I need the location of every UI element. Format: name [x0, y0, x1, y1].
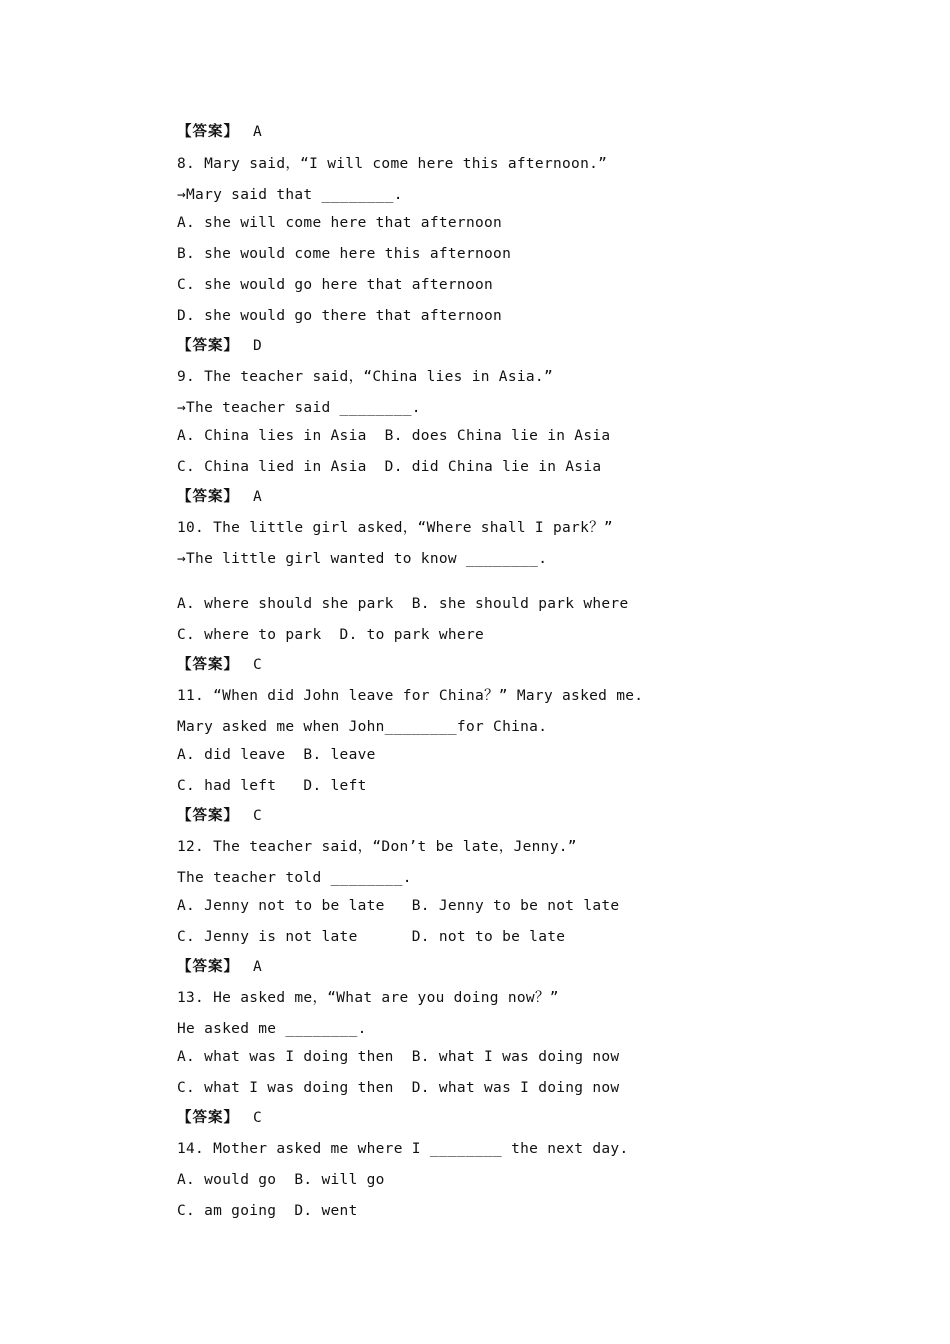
answer-value: A	[253, 124, 263, 140]
text-line: →Mary said that ________.	[177, 187, 403, 203]
answer-value: C	[253, 808, 263, 824]
text-line: 8. Mary said，“I will come here this afternoon.”	[177, 156, 608, 172]
answer-label: 【答案】	[177, 959, 239, 975]
text-line: A. Jenny not to be late B. Jenny to be not late	[177, 898, 620, 914]
text-line: C. am going D. went	[177, 1203, 358, 1219]
answer-label: 【答案】	[177, 808, 239, 824]
answer-label: 【答案】	[177, 657, 239, 673]
answer-value: A	[253, 489, 263, 505]
text-line: →The little girl wanted to know ________.	[177, 551, 548, 567]
text-line: The teacher told ________.	[177, 870, 412, 886]
text-line: 11. “When did John leave for China？” Mary asked me.	[177, 688, 644, 704]
text-line: 13. He asked me，“What are you doing now？”	[177, 990, 559, 1006]
text-line: 12. The teacher said，“Don’t be late，Jenny.”	[177, 839, 577, 855]
text-line: →The teacher said ________.	[177, 400, 421, 416]
answer-label: 【答案】	[177, 124, 239, 140]
answer-line	[177, 806, 262, 826]
text-line: A. she will come here that afternoon	[177, 215, 503, 231]
answer-line	[177, 655, 262, 675]
text-line: A. China lies in Asia B. does China lie in Asia	[177, 428, 611, 444]
answer-line	[177, 487, 262, 507]
text-line: C. she would go here that afternoon	[177, 277, 494, 293]
text-line: C. what I was doing then D. what was I doing now	[177, 1080, 620, 1096]
text-line: C. where to park D. to park where	[177, 627, 485, 643]
answer-value: D	[253, 338, 263, 354]
text-line: 9. The teacher said，“China lies in Asia.”	[177, 369, 553, 385]
text-line: C. Jenny is not late D. not to be late	[177, 929, 566, 945]
text-line: C. had left D. left	[177, 778, 367, 794]
text-line: D. she would go there that afternoon	[177, 308, 503, 324]
text-line: 14. Mother asked me where I ________ the next day.	[177, 1141, 629, 1157]
text-line: 10. The little girl asked，“Where shall I park？”	[177, 520, 613, 536]
answer-line	[177, 1108, 262, 1128]
text-line: C. China lied in Asia D. did China lie in Asia	[177, 459, 602, 475]
text-line: He asked me ________.	[177, 1021, 367, 1037]
answer-line	[177, 122, 262, 142]
text-line: Mary asked me when John________for China.	[177, 719, 548, 735]
answer-value: A	[253, 959, 263, 975]
answer-label: 【答案】	[177, 338, 239, 354]
text-line: A. did leave B. leave	[177, 747, 376, 763]
text-line: A. would go B. will go	[177, 1172, 385, 1188]
answer-label: 【答案】	[177, 489, 239, 505]
answer-line	[177, 957, 262, 977]
answer-line	[177, 336, 262, 356]
answer-value: C	[253, 1110, 263, 1126]
answer-value: C	[253, 657, 263, 673]
text-line: A. where should she park B. she should park where	[177, 596, 629, 612]
text-line: A. what was I doing then B. what I was doing now	[177, 1049, 620, 1065]
text-line: B. she would come here this afternoon	[177, 246, 512, 262]
answer-label: 【答案】	[177, 1110, 239, 1126]
